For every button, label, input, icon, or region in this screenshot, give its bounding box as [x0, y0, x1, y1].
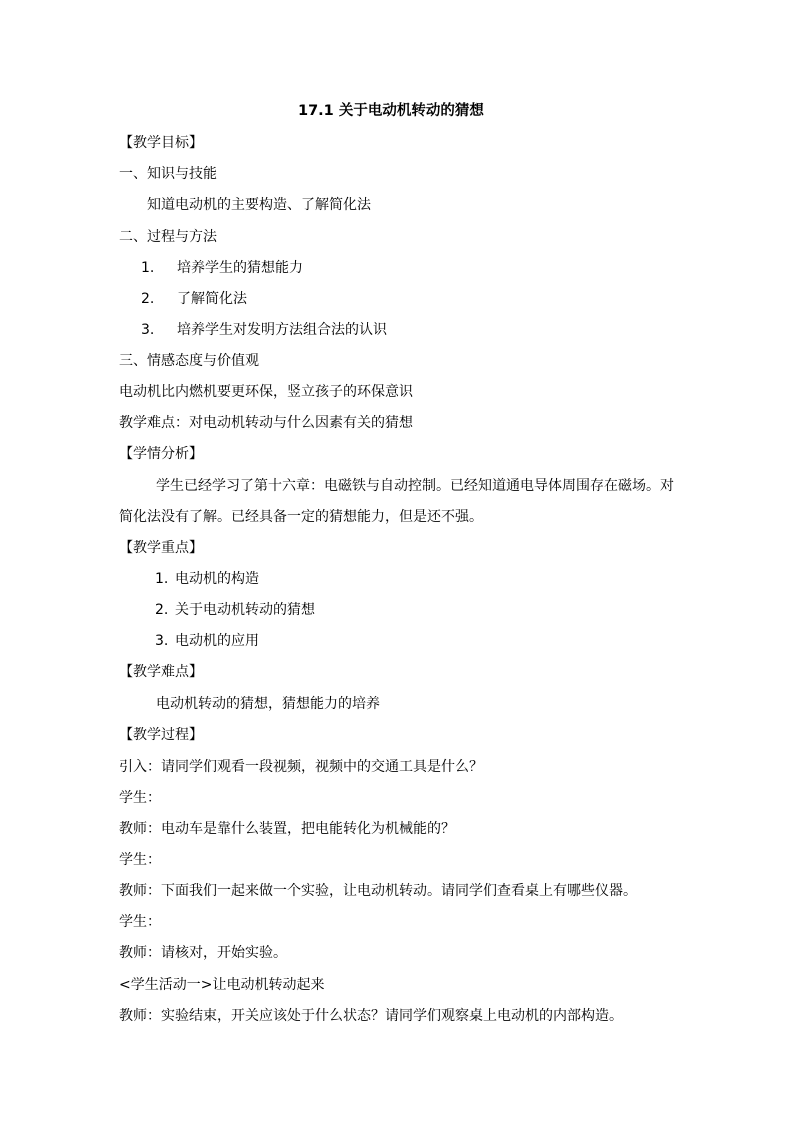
list-number: 3.	[155, 633, 169, 649]
list-item	[155, 632, 259, 650]
process-line: 教师：电动车是靠什么装置，把电能转化为机械能的？	[119, 821, 455, 837]
process-line: 教师：实验结束，开关应该处于什么状态？请同学们观察桌上电动机的内部构造。	[119, 1008, 623, 1024]
list-number: 1.	[155, 571, 169, 587]
section-heading-analysis: 【学情分析】	[119, 446, 203, 462]
list-item	[155, 601, 315, 619]
list-item	[141, 290, 247, 308]
list-text: 了解简化法	[177, 291, 247, 307]
page-title: 17.1 关于电动机转动的猜想	[298, 103, 484, 119]
analysis-text-2: 简化法没有了解。已经具备一定的猜想能力，但是还不强。	[119, 509, 483, 525]
process-line: 教师：下面我们一起来做一个实验，让电动机转动。请同学们查看桌上有哪些仪器。	[119, 883, 637, 899]
list-text: 培养学生对发明方法组合法的认识	[177, 322, 387, 338]
subsection-process: 二、过程与方法	[119, 229, 217, 245]
difficulty-line: 教学难点：对电动机转动与什么因素有关的猜想	[119, 415, 413, 431]
list-number: 2.	[155, 602, 169, 618]
analysis-text-1: 学生已经学习了第十六章：电磁铁与自动控制。已经知道通电导体周围存在磁场。对	[156, 478, 674, 494]
section-heading-difficulty: 【教学难点】	[119, 664, 203, 680]
process-line: 学生：	[119, 790, 161, 806]
knowledge-text: 知道电动机的主要构造、了解简化法	[147, 197, 371, 213]
list-text: 电动机的应用	[175, 633, 259, 649]
list-text: 关于电动机转动的猜想	[175, 602, 315, 618]
process-line: 学生：	[119, 852, 161, 868]
process-line: 教师：请核对，开始实验。	[119, 945, 287, 961]
section-heading-goals: 【教学目标】	[119, 135, 203, 151]
list-text: 培养学生的猜想能力	[177, 260, 303, 276]
list-number: 3.	[141, 322, 155, 338]
process-line: 引入：请同学们观看一段视频，视频中的交通工具是什么？	[119, 759, 483, 775]
subsection-knowledge: 一、知识与技能	[119, 166, 217, 182]
list-item	[141, 321, 387, 339]
list-number: 2.	[141, 291, 155, 307]
list-number: 1.	[141, 260, 155, 276]
difficulty-text: 电动机转动的猜想，猜想能力的培养	[156, 696, 380, 712]
process-line: <学生活动一>让电动机转动起来	[119, 977, 325, 993]
subsection-values: 三、情感态度与价值观	[119, 353, 259, 369]
process-line: 学生：	[119, 914, 161, 930]
section-heading-process: 【教学过程】	[119, 727, 203, 743]
list-text: 电动机的构造	[175, 571, 259, 587]
list-item	[141, 259, 303, 277]
section-heading-key: 【教学重点】	[119, 540, 203, 556]
values-text: 电动机比内燃机要更环保，竖立孩子的环保意识	[119, 384, 413, 400]
list-item	[155, 570, 259, 588]
